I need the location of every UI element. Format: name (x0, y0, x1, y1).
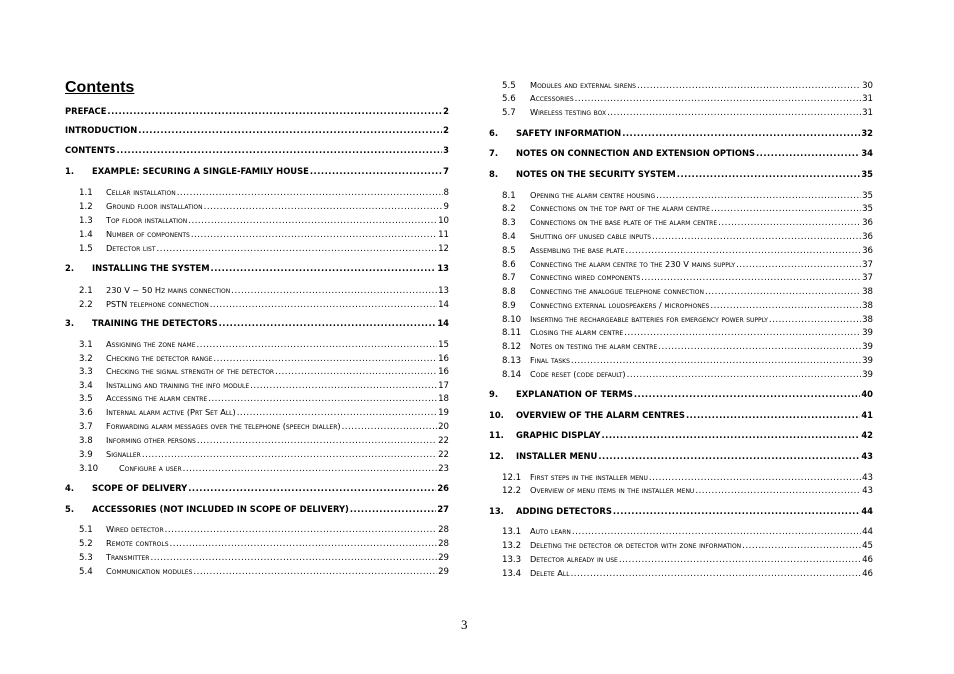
toc-leader-dots (211, 263, 437, 273)
toc-entry-title: Internal alarm active (Prt Set All) (106, 407, 236, 417)
toc-entry-page: 11 (438, 230, 449, 240)
toc-section-entry[interactable] (502, 568, 873, 579)
toc-leader-dots (210, 300, 437, 310)
toc-entry-number: 3.3 (79, 367, 93, 377)
toc-entry-title: Connecting external loudspeakers / microphones (530, 300, 710, 310)
toc-chapter-entry[interactable] (65, 106, 449, 116)
toc-entry-page: 44 (861, 506, 873, 516)
toc-entry-page: 36 (862, 218, 873, 228)
toc-entry-number: 8. (489, 169, 499, 179)
toc-leader-dots (641, 273, 861, 283)
toc-leader-dots (204, 202, 443, 212)
toc-entry-number: 8.5 (502, 246, 516, 256)
toc-leader-dots (637, 81, 861, 91)
toc-entry-page: 27 (437, 504, 449, 514)
toc-entry-title: INTRODUCTION (65, 125, 138, 135)
toc-leader-dots (275, 367, 437, 377)
toc-entry-number: 3.5 (79, 394, 93, 404)
toc-entry-number: 3.7 (79, 422, 93, 432)
toc-section-entry[interactable] (79, 353, 449, 364)
toc-leader-dots (649, 473, 861, 483)
toc-chapter-entry[interactable] (489, 389, 873, 399)
toc-entry-title: Connections on the base plate of the alarm centre (530, 217, 718, 227)
toc-chapter-entry[interactable] (65, 145, 449, 155)
toc-section-entry[interactable] (79, 285, 449, 296)
toc-entry-title: Informing other persons (106, 435, 196, 445)
toc-leader-dots (736, 260, 861, 270)
toc-entry-number: 8.14 (502, 370, 522, 380)
toc-entry-page: 38 (862, 315, 873, 325)
toc-entry-title: Checking the signal strength of the detector (106, 366, 275, 376)
toc-entry-title: PSTN telephone connection (106, 299, 209, 309)
toc-leader-dots (237, 408, 437, 418)
toc-section-entry[interactable] (502, 369, 873, 380)
toc-entry-title: Connecting the alarm centre to the 230 V mains supply (530, 259, 736, 269)
toc-entry-title: Remote controls (106, 538, 169, 548)
toc-entry-page: 28 (438, 525, 449, 535)
toc-entry-page: 38 (862, 301, 873, 311)
toc-entry-number: 1.5 (79, 244, 93, 254)
toc-entry-title: INSTALLING THE SYSTEM (92, 263, 210, 273)
toc-entry-number: 12.2 (502, 486, 522, 496)
toc-section-entry[interactable] (502, 217, 873, 228)
toc-leader-dots (756, 148, 860, 158)
toc-section-entry[interactable] (502, 300, 873, 311)
toc-entry-title: First steps in the installer menu (530, 472, 648, 482)
toc-entry-page: 19 (438, 408, 449, 418)
toc-section-entry[interactable] (79, 463, 449, 474)
toc-entry-title: CONTENTS (65, 145, 116, 155)
toc-entry-number: 3. (65, 318, 75, 328)
toc-entry-page: 39 (862, 370, 873, 380)
toc-section-entry[interactable] (79, 566, 449, 577)
toc-entry-title: Checking the detector range (106, 353, 213, 363)
toc-entry-title: Assigning the zone name (106, 339, 196, 349)
toc-entry-page: 22 (438, 450, 449, 460)
toc-entry-page: 46 (862, 555, 873, 565)
toc-leader-dots (107, 106, 442, 116)
toc-leader-dots (177, 188, 443, 198)
toc-entry-page: 34 (861, 148, 873, 158)
toc-entry-number: 1. (65, 166, 75, 176)
toc-chapter-entry[interactable] (65, 504, 449, 514)
page-title: Contents (65, 79, 135, 96)
toc-entry-title: Opening the alarm centre housing (530, 190, 656, 200)
toc-leader-dots (219, 318, 437, 328)
toc-entry-page: 8 (443, 188, 449, 198)
toc-entry-title: Signaller (106, 449, 141, 459)
toc-entry-number: 8.9 (502, 301, 516, 311)
toc-leader-dots (658, 342, 861, 352)
toc-entry-number: 8.7 (502, 273, 516, 283)
toc-entry-title: INSTALLER MENU (516, 451, 598, 461)
toc-entry-number: 8.11 (502, 328, 522, 338)
toc-leader-dots (150, 553, 437, 563)
toc-entry-number: 3.4 (79, 381, 93, 391)
toc-entry-number: 8.3 (502, 218, 516, 228)
toc-entry-title: Closing the alarm centre (530, 327, 624, 337)
toc-entry-number: 5.4 (79, 567, 93, 577)
toc-entry-title: NOTES ON CONNECTION AND EXTENSION OPTIONS (516, 148, 755, 158)
toc-leader-dots (656, 191, 861, 201)
toc-section-entry[interactable] (79, 407, 449, 418)
toc-entry-page: 29 (438, 567, 449, 577)
toc-entry-number: 13. (489, 506, 504, 516)
toc-section-entry[interactable] (502, 93, 873, 104)
toc-entry-page: 2 (443, 125, 449, 135)
toc-section-entry[interactable] (79, 552, 449, 563)
toc-leader-dots (213, 354, 437, 364)
toc-leader-dots (165, 525, 437, 535)
toc-entry-title: Top floor installation (106, 215, 188, 225)
toc-entry-number: 2.1 (79, 286, 93, 296)
toc-section-entry[interactable] (502, 472, 873, 483)
toc-leader-dots (634, 389, 860, 399)
toc-entry-page: 29 (438, 553, 449, 563)
toc-entry-page: 37 (862, 260, 873, 270)
toc-section-entry[interactable] (502, 355, 873, 366)
toc-leader-dots (710, 301, 861, 311)
page-number: 3 (461, 617, 468, 632)
toc-section-entry[interactable] (502, 80, 873, 91)
toc-chapter-entry[interactable] (489, 451, 873, 461)
toc-entry-number: 1.3 (79, 216, 93, 226)
toc-entry-title: Connecting the analogue telephone connection (530, 286, 704, 296)
toc-entry-page: 26 (437, 483, 449, 493)
toc-leader-dots (170, 539, 438, 549)
toc-section-entry[interactable] (502, 540, 873, 551)
toc-entry-page: 30 (862, 81, 873, 91)
toc-entry-page: 36 (862, 246, 873, 256)
toc-entry-page: 44 (862, 527, 873, 537)
toc-entry-title: Auto learn (530, 526, 571, 536)
toc-section-entry[interactable] (79, 243, 449, 254)
toc-entry-title: ADDING DETECTORS (516, 506, 612, 516)
toc-entry-page: 10 (438, 216, 449, 226)
toc-entry-page: 35 (862, 191, 873, 201)
toc-entry-page: 20 (438, 422, 449, 432)
toc-entry-page: 39 (862, 342, 873, 352)
toc-leader-dots (350, 504, 436, 514)
toc-leader-dots (695, 486, 861, 496)
toc-entry-number: 3.9 (79, 450, 93, 460)
toc-entry-page: 39 (862, 328, 873, 338)
toc-entry-title: Code reset (code default) (530, 369, 626, 379)
toc-entry-page: 35 (862, 204, 873, 214)
toc-section-entry[interactable] (502, 526, 873, 537)
toc-leader-dots (138, 125, 442, 135)
toc-section-entry[interactable] (79, 538, 449, 549)
toc-entry-page: 38 (862, 287, 873, 297)
toc-entry-number: 8.1 (502, 191, 516, 201)
toc-section-entry[interactable] (502, 341, 873, 352)
toc-entry-page: 17 (438, 381, 449, 391)
toc-entry-page: 18 (438, 394, 449, 404)
toc-entry-title: Configure a user (119, 463, 182, 473)
toc-section-entry[interactable] (79, 393, 449, 404)
toc-entry-title: Inserting the rechargeable batteries for emergency power supply (530, 314, 768, 324)
toc-entry-page: 40 (861, 389, 873, 399)
toc-entry-number: 13.1 (502, 527, 522, 537)
toc-entry-title: 230 V ~ 50 Hz mains connection (106, 285, 231, 295)
toc-leader-dots (572, 527, 861, 537)
toc-section-entry[interactable] (502, 245, 873, 256)
toc-section-entry[interactable] (502, 107, 873, 118)
toc-entry-page: 16 (438, 354, 449, 364)
toc-entry-page: 31 (862, 94, 873, 104)
toc-entry-number: 7. (489, 148, 499, 158)
toc-entry-page: 7 (443, 166, 449, 176)
toc-entry-number: 12. (489, 451, 504, 461)
toc-entry-page: 46 (862, 569, 873, 579)
toc-entry-number: 3.2 (79, 354, 93, 364)
toc-chapter-entry[interactable] (489, 128, 873, 138)
toc-leader-dots (711, 204, 861, 214)
toc-leader-dots (116, 145, 442, 155)
toc-entry-number: 4. (65, 483, 75, 493)
toc-entry-page: 32 (861, 128, 873, 138)
toc-chapter-entry[interactable] (489, 506, 873, 516)
toc-entry-title: Detector already in use (530, 554, 618, 564)
toc-leader-dots (231, 286, 437, 296)
toc-section-entry[interactable] (502, 203, 873, 214)
toc-entry-title: Connections on the top part of the alarm centre (530, 203, 710, 213)
toc-chapter-entry[interactable] (489, 148, 873, 158)
toc-leader-dots (188, 483, 436, 493)
toc-entry-number: 5.2 (79, 539, 93, 549)
toc-leader-dots (193, 567, 437, 577)
toc-entry-number: 5.6 (502, 94, 516, 104)
toc-entry-title: Cellar installation (106, 187, 176, 197)
toc-leader-dots (310, 166, 442, 176)
toc-chapter-entry[interactable] (489, 169, 873, 179)
toc-section-entry[interactable] (502, 272, 873, 283)
toc-entry-page: 9 (443, 202, 449, 212)
toc-entry-number: 8.2 (502, 204, 516, 214)
toc-section-entry[interactable] (502, 231, 873, 242)
toc-section-entry[interactable] (79, 299, 449, 310)
toc-entry-page: 35 (861, 169, 873, 179)
toc-leader-dots (622, 128, 860, 138)
toc-leader-dots (197, 436, 437, 446)
toc-leader-dots (619, 555, 861, 565)
toc-entry-title: Wireless testing box (530, 107, 607, 117)
toc-entry-page: 43 (861, 451, 873, 461)
toc-section-entry[interactable] (79, 187, 449, 198)
toc-entry-title: Accessing the alarm centre (106, 393, 208, 403)
toc-entry-title: Connecting wired components (530, 272, 641, 282)
toc-entry-title: Delete All (530, 568, 570, 578)
toc-entry-title: SAFETY INFORMATION (516, 128, 622, 138)
toc-entry-page: 15 (438, 340, 449, 350)
toc-leader-dots (625, 246, 861, 256)
toc-section-entry[interactable] (502, 259, 873, 270)
toc-entry-number: 13.3 (502, 555, 522, 565)
toc-entry-number: 8.6 (502, 260, 516, 270)
toc-leader-dots (652, 232, 861, 242)
toc-entry-title: Deleting the detector or detector with zone information (530, 540, 742, 550)
toc-leader-dots (571, 569, 861, 579)
toc-section-entry[interactable] (502, 286, 873, 297)
toc-entry-title: TRAINING THE DETECTORS (92, 318, 218, 328)
toc-section-entry[interactable] (79, 339, 449, 350)
toc-section-entry[interactable] (502, 314, 873, 325)
toc-entry-number: 3.1 (79, 340, 93, 350)
toc-entry-number: 9. (489, 389, 499, 399)
toc-leader-dots (677, 169, 861, 179)
toc-entry-page: 13 (437, 263, 449, 273)
toc-entry-title: Detector list (106, 243, 156, 253)
toc-leader-dots (705, 287, 861, 297)
toc-leader-dots (250, 381, 437, 391)
toc-chapter-entry[interactable] (65, 263, 449, 273)
toc-section-entry[interactable] (502, 554, 873, 565)
toc-section-entry[interactable] (502, 485, 873, 496)
toc-entry-page: 36 (862, 232, 873, 242)
toc-entry-page: 31 (862, 108, 873, 118)
toc-entry-title: Ground floor installation (106, 201, 203, 211)
toc-entry-number: 1.2 (79, 202, 93, 212)
toc-section-entry[interactable] (79, 366, 449, 377)
toc-entry-page: 3 (443, 145, 449, 155)
toc-entry-title: Notes on testing the alarm centre (530, 341, 658, 351)
toc-section-entry[interactable] (79, 524, 449, 535)
toc-entry-title: Forwarding alarm messages over the telephone (speech dialler) (106, 421, 341, 431)
toc-entry-title: Overview of menu items in the installer menu (530, 485, 695, 495)
toc-entry-title: ACCESSORIES (NOT INCLUDED IN SCOPE OF DELIVERY) (92, 504, 349, 514)
toc-entry-title: Number of components (106, 229, 190, 239)
toc-section-entry[interactable] (79, 435, 449, 446)
toc-entry-number: 8.8 (502, 287, 516, 297)
toc-entry-title: Communication modules (106, 566, 193, 576)
toc-section-entry[interactable] (502, 327, 873, 338)
toc-leader-dots (571, 356, 861, 366)
toc-entry-number: 12.1 (502, 473, 522, 483)
toc-entry-title: Modules and external sirens (530, 80, 636, 90)
toc-entry-title: SCOPE OF DELIVERY (92, 483, 188, 493)
toc-entry-number: 2.2 (79, 300, 93, 310)
toc-entry-page: 2 (443, 106, 449, 116)
toc-section-entry[interactable] (79, 215, 449, 226)
toc-section-entry[interactable] (79, 449, 449, 460)
toc-entry-number: 2. (65, 263, 75, 273)
toc-entry-number: 3.6 (79, 408, 93, 418)
toc-chapter-entry[interactable] (65, 483, 449, 493)
toc-entry-number: 10. (489, 410, 504, 420)
toc-entry-page: 42 (861, 430, 873, 440)
toc-entry-page: 14 (438, 300, 449, 310)
toc-entry-number: 5.1 (79, 525, 93, 535)
toc-entry-page: 22 (438, 436, 449, 446)
toc-chapter-entry[interactable] (65, 166, 449, 176)
toc-entry-number: 13.2 (502, 541, 522, 551)
toc-entry-title: Accessories (530, 93, 574, 103)
toc-entry-title: NOTES ON THE SECURITY SYSTEM (516, 169, 676, 179)
toc-entry-number: 3.8 (79, 436, 93, 446)
toc-leader-dots (188, 216, 437, 226)
toc-leader-dots (742, 541, 861, 551)
toc-entry-number: 5.7 (502, 108, 516, 118)
toc-entry-title: Transmitter (106, 552, 150, 562)
toc-section-entry[interactable] (79, 201, 449, 212)
toc-entry-page: 45 (862, 541, 873, 551)
toc-entry-title: GRAPHIC DISPLAY (516, 430, 601, 440)
toc-entry-page: 37 (862, 273, 873, 283)
toc-leader-dots (208, 394, 437, 404)
toc-leader-dots (624, 328, 861, 338)
toc-leader-dots (157, 244, 438, 254)
toc-entry-page: 39 (862, 356, 873, 366)
toc-leader-dots (191, 230, 437, 240)
toc-section-entry[interactable] (502, 190, 873, 201)
toc-entry-number: 6. (489, 128, 499, 138)
toc-entry-page: 16 (438, 367, 449, 377)
toc-leader-dots (627, 370, 861, 380)
toc-entry-page: 12 (438, 244, 449, 254)
toc-leader-dots (718, 218, 861, 228)
toc-entry-page: 41 (861, 410, 873, 420)
toc-leader-dots (575, 94, 861, 104)
toc-leader-dots (607, 108, 861, 118)
toc-chapter-entry[interactable] (65, 318, 449, 328)
toc-section-entry[interactable] (79, 229, 449, 240)
toc-leader-dots (769, 315, 861, 325)
toc-entry-page: 13 (438, 286, 449, 296)
toc-section-entry[interactable] (79, 421, 449, 432)
toc-entry-title: EXPLANATION OF TERMS (516, 389, 633, 399)
toc-entry-title: Installing and training the info module (106, 380, 250, 390)
toc-entry-title: OVERVIEW OF THE ALARM CENTRES (516, 410, 685, 420)
toc-leader-dots (183, 464, 437, 474)
toc-entry-title: EXAMPLE: SECURING A SINGLE-FAMILY HOUSE (92, 166, 309, 176)
toc-entry-title: Final tasks (530, 355, 570, 365)
toc-entry-page: 43 (862, 486, 873, 496)
toc-section-entry[interactable] (79, 380, 449, 391)
toc-chapter-entry[interactable] (489, 410, 873, 420)
toc-entry-number: 8.4 (502, 232, 516, 242)
toc-entry-number: 1.1 (79, 188, 93, 198)
toc-entry-number: 1.4 (79, 230, 93, 240)
toc-entry-title: Shutting off unused cable inputs (530, 231, 652, 241)
toc-entry-page: 23 (438, 464, 449, 474)
toc-entry-number: 8.13 (502, 356, 522, 366)
toc-entry-title: Wired detector (106, 524, 164, 534)
toc-entry-number: 11. (489, 430, 504, 440)
toc-entry-number: 3.10 (79, 464, 99, 474)
toc-entry-page: 28 (438, 539, 449, 549)
toc-chapter-entry[interactable] (65, 125, 449, 135)
toc-entry-number: 5.3 (79, 553, 93, 563)
toc-entry-page: 43 (862, 473, 873, 483)
toc-chapter-entry[interactable] (489, 430, 873, 440)
toc-entry-number: 5. (65, 504, 75, 514)
toc-entry-number: 5.5 (502, 81, 516, 91)
toc-entry-number: 8.10 (502, 315, 522, 325)
toc-entry-number: 13.4 (502, 569, 522, 579)
toc-leader-dots (598, 451, 860, 461)
toc-entry-title: PREFACE (65, 106, 107, 116)
toc-leader-dots (196, 340, 437, 350)
toc-leader-dots (613, 506, 860, 516)
toc-leader-dots (142, 450, 437, 460)
toc-leader-dots (342, 422, 437, 432)
toc-entry-number: 8.12 (502, 342, 522, 352)
toc-entry-page: 14 (437, 318, 449, 328)
toc-leader-dots (601, 430, 860, 440)
toc-leader-dots (686, 410, 860, 420)
toc-entry-title: Assembling the base plate (530, 245, 625, 255)
